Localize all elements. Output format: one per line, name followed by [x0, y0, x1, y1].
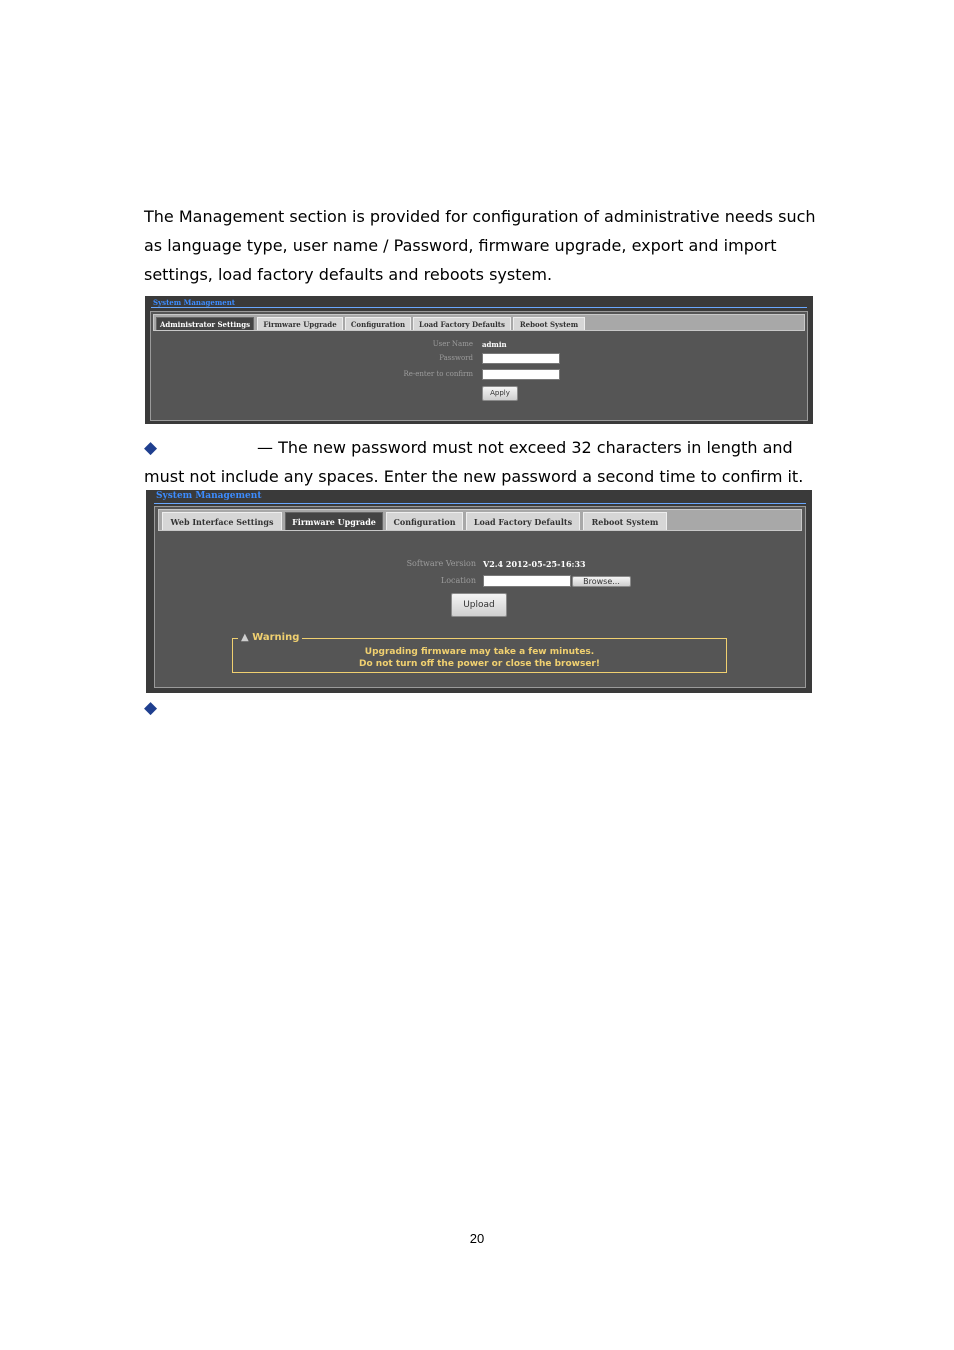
tab-administrator-settings[interactable]: Administrator Settings: [156, 317, 254, 330]
warning-title: Warning: [252, 632, 300, 643]
tab-reboot-system[interactable]: Reboot System: [513, 317, 585, 330]
apply-button[interactable]: Apply: [482, 386, 518, 401]
browse-button[interactable]: Browse...: [572, 576, 631, 587]
password-label: Password: [439, 354, 473, 362]
warning-legend: [238, 632, 302, 643]
title-underline: [154, 503, 806, 504]
section-title: System Management: [156, 491, 262, 501]
section-title: System Management: [153, 298, 236, 307]
reenter-password-label: Re-enter to confirm: [403, 370, 473, 378]
tab-load-factory-defaults[interactable]: Load Factory Defaults: [466, 512, 580, 530]
location-label: Location: [440, 576, 476, 585]
screenshot-firmware-upgrade: [146, 490, 812, 693]
location-input[interactable]: [483, 575, 571, 587]
password-field[interactable]: [482, 353, 560, 364]
intro-paragraph: The Management section is provided for configuration of administrative needs such as language type, user name / Password, firmware upgrade, export and import settings, load factory defaults and reboots system.: [144, 207, 816, 284]
user-name-value: admin: [482, 340, 507, 349]
warning-line-1: Upgrading firmware may take a few minutes.: [364, 647, 595, 657]
user-name-label: User Name: [432, 340, 473, 348]
tab-firmware-upgrade[interactable]: Firmware Upgrade: [257, 317, 343, 330]
warning-line-2: Do not turn off the power or close the browser!: [359, 659, 600, 669]
password-description: — The new password must not exceed 32 characters in length and must not include any spaces. Enter the new password a second time to confirm it.: [144, 438, 804, 486]
bullet-diamond-icon: ◆: [144, 438, 158, 458]
tab-configuration[interactable]: Configuration: [386, 512, 463, 530]
tab-web-interface-settings[interactable]: Web Interface Settings: [162, 512, 282, 530]
reenter-password-field[interactable]: [482, 369, 560, 380]
tab-reboot-system[interactable]: Reboot System: [583, 512, 667, 530]
tab-configuration[interactable]: Configuration: [345, 317, 411, 330]
settings-panel: [150, 311, 808, 421]
warning-triangle-icon: ▲: [241, 632, 249, 643]
upload-button[interactable]: Upload: [451, 593, 507, 617]
software-version-value: V2.4 2012-05-25-16:33: [483, 559, 586, 569]
bullet-diamond-icon: ◆: [144, 698, 158, 718]
page-number: 20: [469, 1231, 485, 1246]
software-version-label: Software Version: [406, 559, 476, 568]
tab-load-factory-defaults[interactable]: Load Factory Defaults: [413, 317, 511, 330]
tab-bar: [153, 314, 805, 331]
tab-bar: [158, 509, 802, 531]
firmware-panel: [154, 506, 806, 688]
screenshot-administrator-settings: [145, 296, 813, 424]
title-underline: [151, 307, 807, 308]
warning-box: [232, 632, 727, 673]
tab-firmware-upgrade[interactable]: Firmware Upgrade: [285, 512, 383, 530]
